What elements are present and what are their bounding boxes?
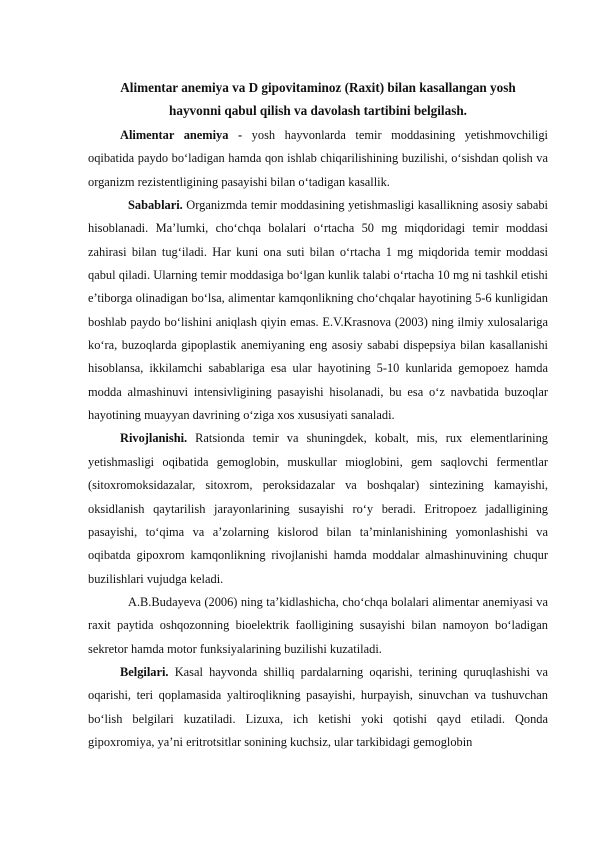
paragraph-definition <box>88 124 548 194</box>
paragraph-text: Organizmda temir moddasining yetishmasligi kasallikning asosiy sababi hisoblanadi. Ma’lumki, cho‘chqa bolalari o‘rtacha 50 mg miqdoridagi temir moddasi zahirasi bilan tug‘iladi. Har kuni ona suti bilan o‘rtacha 1 mg miqdorida temir moddasi qabul qiladi. Ularning temir moddasiga bo‘lgan kunlik talabi o‘rtacha 10 mg ni tashkil etishi e’tiborga olinadigan bo‘lsa, alimentar kamqonlikning cho‘chqalar hayotining 5-6 kunligidan boshlab paydo bo‘lishini aniqlash qiyin emas. E.V.Krasnova (2003) ning ilmiy xulosalariga ko‘ra, buzoqlarda gipoplastik anemiyaning eng asosiy sababi dispepsiya bilan kasallanishi hisoblansa, ikkilamchi sabablariga esa ular hayotining 5-10 kunlarida gemopoez hamda modda almashinuvi intensivligining pasayishi hisolanadi, bu esa o‘z navbatida buzoqlar hayotining muayyan davrining o‘ziga xos xususiyati sanaladi. <box>88 198 548 423</box>
paragraph-text: Kasal hayvonda shilliq pardalarning oqarishi, terining quruqlashishi va oqarishi, teri qoplamasida yaltiroqlikning pasayishi, hurpayish, sinuvchan va tushuvchan bo‘lish belgilari kuzatiladi. Lizuxa, ich ketishi yoki qotishi qayd etiladi. Qonda gipoxromiya, ya’ni eritrotsitlar sonining kuchsiz, ular tarkibidagi gemoglobin <box>88 664 548 749</box>
paragraph-causes <box>88 194 548 427</box>
document-body <box>88 124 548 754</box>
paragraph-text: yosh hayvonlarda temir moddasining yetishmovchiligi oqibatida paydo bo‘ladigan hamda qon ishlab chiqarilishining buzilishi, o‘sishdan qolish va organizm rezistentligining pasayishi bilan o‘tadigan kasallik. <box>88 128 548 189</box>
paragraph-text: A.B.Budayeva (2006) ning ta’kidlashicha, cho‘chqa bolalari alimentar anemiyasi va raxit paytida oshqozonning bioelektrik faolligining susayishi bilan namoyon bo‘ladigan sekretor hamda motor funksiyalarining buzilishi kuzatiladi. <box>88 594 548 656</box>
paragraph-lead: Rivojlanishi. <box>120 431 188 446</box>
document-title-line-1: Alimentar anemiya va D gipovitaminoz (Raxit) bilan kasallangan yosh <box>120 80 516 95</box>
paragraph-lead: Alimentar anemiya - <box>120 128 243 142</box>
paragraph-lead: Sabablari. <box>128 198 183 213</box>
paragraph-budayeva <box>88 591 548 661</box>
paragraph-symptoms <box>88 661 548 754</box>
paragraph-development <box>88 427 548 590</box>
document-title-line-2: hayvonni qabul qilish va davolash tartibini belgilash. <box>169 103 467 118</box>
paragraph-text: Ratsionda temir va shuningdek, kobalt, mis, rux elementlarining yetishmasligi oqibatida gemoglobin, muskullar mioglobini, gem saqlovchi fermentlar (sitoxromoksidazalar, sitoxrom, peroksidazalar va boshqalar) sintezining kamayishi, oksidlanish qaytarilish jarayonlarining susayishi ro‘y beradi. Eritropoez jadalligining pasayishi, to‘qima va a’zolarning kislorod bilan ta’minlanishining yomonlashishi va oqibatda gipoxrom kamqonlikning rivojlanishi hamda moddalar almashinuvining chuqur buzilishlari vujudga keladi. <box>88 431 548 586</box>
paragraph-lead: Belgilari. <box>120 664 169 679</box>
